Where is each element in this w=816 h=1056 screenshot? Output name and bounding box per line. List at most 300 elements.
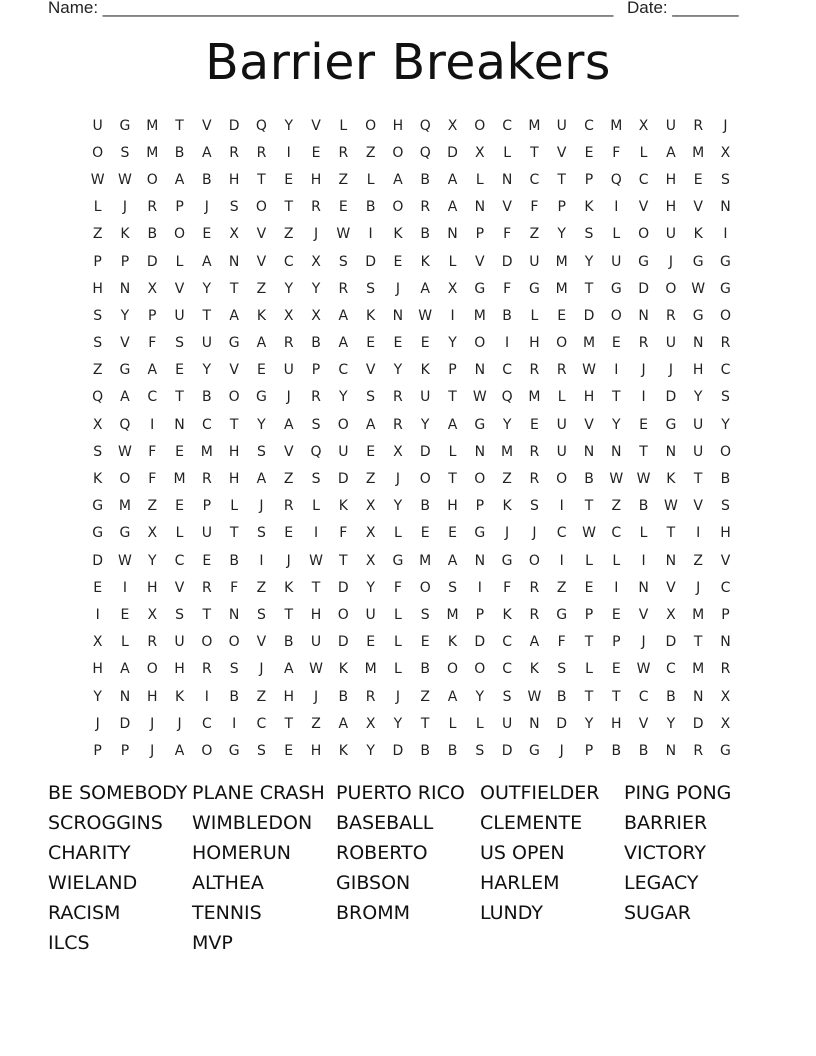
grid-letter[interactable]: A <box>447 552 458 569</box>
grid-letter[interactable]: D <box>501 253 513 270</box>
grid-letter[interactable]: G <box>119 362 131 379</box>
grid-letter[interactable]: B <box>502 307 512 324</box>
grid-letter[interactable]: V <box>693 199 703 216</box>
grid-letter[interactable]: T <box>448 471 457 488</box>
grid-letter[interactable]: Q <box>419 117 431 134</box>
grid-letter[interactable]: H <box>310 171 322 188</box>
grid-letter[interactable]: U <box>201 335 212 352</box>
grid-letter[interactable]: Z <box>92 226 103 243</box>
grid-letter[interactable]: W <box>527 688 542 705</box>
grid-letter[interactable]: R <box>338 144 349 161</box>
grid-letter[interactable]: I <box>614 199 619 216</box>
grid-letter[interactable]: A <box>338 307 349 324</box>
grid-letter[interactable]: U <box>556 117 567 134</box>
grid-letter[interactable]: B <box>365 199 376 216</box>
grid-letter[interactable]: R <box>147 634 158 651</box>
grid-letter[interactable]: D <box>228 117 240 134</box>
grid-letter[interactable]: E <box>611 661 621 678</box>
grid-letter[interactable]: H <box>720 525 731 542</box>
grid-letter[interactable]: M <box>501 443 514 460</box>
grid-letter[interactable]: X <box>365 715 376 732</box>
grid-letter[interactable]: O <box>228 634 240 651</box>
grid-letter[interactable]: O <box>638 226 650 243</box>
grid-letter[interactable]: B <box>584 471 594 488</box>
grid-letter[interactable]: I <box>614 579 619 596</box>
grid-letter[interactable]: C <box>556 525 567 542</box>
grid-letter[interactable]: A <box>174 171 185 188</box>
grid-letter[interactable]: K <box>366 307 376 324</box>
grid-letter[interactable]: O <box>719 443 731 460</box>
grid-letter[interactable]: E <box>584 579 594 596</box>
grid-letter[interactable]: J <box>395 471 400 488</box>
grid-letter[interactable]: V <box>693 498 703 515</box>
grid-letter[interactable]: E <box>202 552 212 569</box>
grid-letter[interactable]: A <box>283 416 294 433</box>
grid-letter[interactable]: E <box>120 606 130 623</box>
grid-letter[interactable]: V <box>311 117 321 134</box>
grid-letter[interactable]: J <box>177 715 182 732</box>
grid-letter[interactable]: B <box>229 688 239 705</box>
grid-letter[interactable]: L <box>175 253 184 270</box>
grid-letter[interactable]: J <box>259 661 264 678</box>
grid-letter[interactable]: C <box>502 634 512 651</box>
grid-letter[interactable]: A <box>147 362 158 379</box>
grid-letter[interactable]: W <box>336 226 351 243</box>
grid-letter[interactable]: G <box>92 498 104 515</box>
grid-letter[interactable]: A <box>338 335 349 352</box>
grid-letter[interactable]: B <box>447 742 458 759</box>
grid-letter[interactable]: J <box>532 525 537 542</box>
grid-letter[interactable]: K <box>447 634 458 651</box>
grid-letter[interactable]: H <box>583 389 595 406</box>
grid-letter[interactable]: W <box>636 471 651 488</box>
grid-letter[interactable]: T <box>202 307 212 324</box>
grid-letter[interactable]: Z <box>556 579 567 596</box>
grid-letter[interactable]: A <box>447 688 458 705</box>
grid-letter[interactable]: Z <box>311 715 321 732</box>
grid-letter[interactable]: Z <box>256 688 267 705</box>
grid-letter[interactable]: P <box>120 742 130 759</box>
grid-letter[interactable]: D <box>392 742 404 759</box>
grid-letter[interactable]: X <box>720 688 731 705</box>
grid-letter[interactable]: F <box>230 579 239 596</box>
grid-letter[interactable]: R <box>365 688 376 705</box>
grid-letter[interactable]: E <box>257 362 266 379</box>
grid-letter[interactable]: N <box>474 552 486 569</box>
grid-letter[interactable]: B <box>420 226 431 243</box>
grid-letter[interactable]: P <box>93 742 102 759</box>
grid-letter[interactable]: S <box>311 471 321 488</box>
grid-letter[interactable]: U <box>174 307 185 324</box>
grid-letter[interactable]: T <box>284 606 293 623</box>
grid-letter[interactable]: Q <box>119 416 131 433</box>
grid-letter[interactable]: S <box>93 335 103 352</box>
grid-letter[interactable]: R <box>529 606 540 623</box>
grid-letter[interactable]: Y <box>393 715 403 732</box>
grid-letter[interactable]: W <box>472 389 487 406</box>
grid-letter[interactable]: A <box>229 307 239 324</box>
grid-letter[interactable]: E <box>420 525 430 542</box>
grid-letter[interactable]: E <box>93 579 103 596</box>
grid-letter[interactable]: V <box>256 226 267 243</box>
grid-letter[interactable]: M <box>692 661 705 678</box>
grid-letter[interactable]: D <box>337 579 349 596</box>
grid-letter[interactable]: L <box>475 171 484 188</box>
grid-letter[interactable]: R <box>147 199 158 216</box>
grid-letter[interactable]: D <box>337 634 349 651</box>
grid-letter[interactable]: B <box>338 688 349 705</box>
grid-letter[interactable]: A <box>202 144 212 161</box>
grid-letter[interactable]: F <box>393 579 402 596</box>
grid-letter[interactable]: C <box>638 171 649 188</box>
grid-letter[interactable]: O <box>119 471 131 488</box>
grid-letter[interactable]: X <box>283 307 294 324</box>
grid-letter[interactable]: D <box>337 471 349 488</box>
grid-letter[interactable]: R <box>283 498 294 515</box>
grid-letter[interactable]: E <box>366 443 376 460</box>
grid-letter[interactable]: B <box>638 498 649 515</box>
grid-letter[interactable]: T <box>257 171 266 188</box>
grid-letter[interactable]: W <box>609 471 624 488</box>
grid-letter[interactable]: C <box>611 525 622 542</box>
grid-letter[interactable]: C <box>338 362 349 379</box>
grid-letter[interactable]: V <box>584 416 594 433</box>
grid-letter[interactable]: D <box>556 715 568 732</box>
grid-letter[interactable]: P <box>721 606 730 623</box>
grid-letter[interactable]: U <box>365 606 376 623</box>
grid-letter[interactable]: G <box>692 253 704 270</box>
grid-letter[interactable]: Y <box>666 715 676 732</box>
grid-letter[interactable]: F <box>339 525 348 542</box>
grid-letter[interactable]: C <box>720 579 731 596</box>
grid-letter[interactable]: H <box>392 117 404 134</box>
grid-letter[interactable]: O <box>337 416 349 433</box>
grid-letter[interactable]: W <box>582 362 596 379</box>
grid-letter[interactable]: L <box>394 525 402 542</box>
grid-letter[interactable]: D <box>501 742 513 759</box>
grid-letter[interactable]: N <box>447 226 458 243</box>
grid-letter[interactable]: G <box>474 525 486 542</box>
grid-letter[interactable]: O <box>392 144 404 161</box>
grid-letter[interactable]: T <box>420 715 430 732</box>
grid-letter[interactable]: M <box>528 117 541 134</box>
grid-letter[interactable]: S <box>311 416 321 433</box>
grid-letter[interactable]: Y <box>557 226 566 243</box>
grid-letter[interactable]: L <box>557 389 566 406</box>
grid-letter[interactable]: R <box>201 661 212 678</box>
grid-letter[interactable]: I <box>505 335 510 352</box>
grid-letter[interactable]: P <box>475 226 485 243</box>
grid-letter[interactable]: T <box>612 688 621 705</box>
grid-letter[interactable]: L <box>585 661 593 678</box>
grid-letter[interactable]: Q <box>92 389 104 406</box>
grid-letter[interactable]: N <box>611 443 622 460</box>
grid-letter[interactable]: A <box>393 171 403 188</box>
grid-letter[interactable]: B <box>174 144 185 161</box>
grid-letter[interactable]: O <box>556 471 568 488</box>
grid-letter[interactable]: Y <box>257 416 266 433</box>
grid-letter[interactable]: A <box>256 335 267 352</box>
grid-letter[interactable]: R <box>311 389 321 406</box>
grid-letter[interactable]: O <box>201 742 213 759</box>
grid-letter[interactable]: I <box>122 579 128 596</box>
grid-letter[interactable]: G <box>92 525 104 542</box>
grid-letter[interactable]: W <box>118 171 132 188</box>
grid-letter[interactable]: D <box>692 715 704 732</box>
grid-letter[interactable]: Y <box>202 362 212 379</box>
grid-letter[interactable]: G <box>720 253 731 270</box>
grid-letter[interactable]: G <box>392 552 404 569</box>
grid-letter[interactable]: O <box>719 307 731 324</box>
grid-letter[interactable]: S <box>529 498 539 515</box>
grid-letter[interactable]: T <box>584 634 594 651</box>
grid-letter[interactable]: O <box>255 199 267 216</box>
grid-letter[interactable]: Z <box>529 226 540 243</box>
grid-letter[interactable]: G <box>228 742 240 759</box>
grid-letter[interactable]: J <box>723 117 728 134</box>
grid-letter[interactable]: B <box>420 742 431 759</box>
grid-letter[interactable]: M <box>146 117 159 134</box>
grid-letter[interactable]: N <box>638 307 649 324</box>
grid-letter[interactable]: N <box>174 416 185 433</box>
grid-letter[interactable]: J <box>668 253 673 270</box>
grid-letter[interactable]: M <box>692 144 705 161</box>
grid-letter[interactable]: G <box>228 335 240 352</box>
grid-letter[interactable]: Y <box>147 552 157 569</box>
grid-letter[interactable]: V <box>638 199 649 216</box>
grid-letter[interactable]: K <box>174 688 185 705</box>
grid-letter[interactable]: Q <box>501 389 513 406</box>
grid-letter[interactable]: I <box>559 552 564 569</box>
grid-letter[interactable]: B <box>283 634 294 651</box>
grid-letter[interactable]: O <box>474 471 486 488</box>
grid-letter[interactable]: I <box>368 226 373 243</box>
grid-letter[interactable]: T <box>202 606 212 623</box>
grid-letter[interactable]: V <box>638 606 649 623</box>
grid-letter[interactable]: V <box>174 280 185 297</box>
grid-letter[interactable]: K <box>666 471 676 488</box>
grid-letter[interactable]: F <box>503 579 512 596</box>
grid-letter[interactable]: U <box>665 117 676 134</box>
grid-letter[interactable]: A <box>283 661 294 678</box>
grid-letter[interactable]: S <box>229 199 239 216</box>
grid-letter[interactable]: U <box>310 634 322 651</box>
grid-letter[interactable]: S <box>120 144 130 161</box>
grid-letter[interactable]: N <box>119 280 131 297</box>
grid-letter[interactable]: H <box>92 280 103 297</box>
grid-letter[interactable]: J <box>204 199 209 216</box>
grid-letter[interactable]: Z <box>420 688 430 705</box>
grid-letter[interactable]: W <box>309 552 323 569</box>
grid-letter[interactable]: K <box>693 226 703 243</box>
grid-letter[interactable]: V <box>120 335 130 352</box>
grid-letter[interactable]: T <box>229 525 239 542</box>
grid-letter[interactable]: J <box>259 498 264 515</box>
grid-letter[interactable]: C <box>201 715 212 732</box>
grid-letter[interactable]: L <box>639 525 648 542</box>
grid-letter[interactable]: L <box>366 171 375 188</box>
grid-letter[interactable]: D <box>146 253 158 270</box>
grid-letter[interactable]: C <box>201 416 212 433</box>
grid-letter[interactable]: E <box>611 606 621 623</box>
grid-letter[interactable]: W <box>118 552 132 569</box>
grid-letter[interactable]: Y <box>420 416 430 433</box>
grid-letter[interactable]: N <box>720 199 731 216</box>
grid-letter[interactable]: T <box>612 389 621 406</box>
grid-letter[interactable]: B <box>202 171 212 188</box>
grid-letter[interactable]: M <box>446 606 459 623</box>
grid-letter[interactable]: E <box>448 525 457 542</box>
grid-letter[interactable]: P <box>557 199 566 216</box>
grid-letter[interactable]: N <box>583 443 595 460</box>
grid-letter[interactable]: G <box>501 552 513 569</box>
grid-letter[interactable]: B <box>229 552 239 569</box>
grid-letter[interactable]: L <box>394 634 402 651</box>
grid-letter[interactable]: E <box>175 443 184 460</box>
grid-letter[interactable]: P <box>93 253 102 270</box>
grid-letter[interactable]: X <box>638 117 649 134</box>
grid-letter[interactable]: U <box>420 389 431 406</box>
grid-letter[interactable]: L <box>312 498 320 515</box>
grid-letter[interactable]: H <box>611 715 622 732</box>
grid-letter[interactable]: W <box>418 307 433 324</box>
grid-letter[interactable]: S <box>256 606 266 623</box>
grid-letter[interactable]: U <box>338 443 349 460</box>
grid-letter[interactable]: E <box>693 171 703 188</box>
grid-letter[interactable]: F <box>612 144 621 161</box>
grid-letter[interactable]: C <box>584 117 594 134</box>
grid-letter[interactable]: T <box>339 552 348 569</box>
grid-letter[interactable]: B <box>147 226 158 243</box>
grid-letter[interactable]: X <box>229 226 239 243</box>
grid-letter[interactable]: J <box>395 280 400 297</box>
grid-letter[interactable]: A <box>447 199 458 216</box>
grid-letter[interactable]: O <box>228 389 240 406</box>
grid-letter[interactable]: J <box>150 715 155 732</box>
grid-letter[interactable]: I <box>286 144 291 161</box>
grid-letter[interactable]: X <box>666 606 676 623</box>
grid-letter[interactable]: T <box>175 389 184 406</box>
grid-letter[interactable]: I <box>150 416 155 433</box>
grid-letter[interactable]: X <box>393 443 403 460</box>
grid-letter[interactable]: Z <box>611 498 622 515</box>
grid-letter[interactable]: C <box>720 362 731 379</box>
grid-letter[interactable]: X <box>720 715 731 732</box>
grid-letter[interactable]: P <box>202 498 212 515</box>
grid-letter[interactable]: O <box>174 226 186 243</box>
grid-letter[interactable]: I <box>723 226 728 243</box>
grid-letter[interactable]: L <box>612 226 621 243</box>
grid-letter[interactable]: M <box>555 253 568 270</box>
grid-letter[interactable]: E <box>338 199 348 216</box>
grid-letter[interactable]: E <box>202 226 212 243</box>
grid-letter[interactable]: H <box>529 335 540 352</box>
grid-letter[interactable]: Z <box>256 280 267 297</box>
grid-letter[interactable]: D <box>419 443 431 460</box>
grid-letter[interactable]: J <box>313 226 319 243</box>
grid-letter[interactable]: H <box>310 742 322 759</box>
grid-letter[interactable]: G <box>720 742 731 759</box>
grid-letter[interactable]: A <box>202 253 212 270</box>
grid-letter[interactable]: U <box>611 253 622 270</box>
grid-letter[interactable]: S <box>502 688 512 705</box>
grid-letter[interactable]: K <box>584 199 594 216</box>
grid-letter[interactable]: S <box>448 579 457 596</box>
grid-letter[interactable]: G <box>119 117 131 134</box>
grid-letter[interactable]: E <box>175 362 184 379</box>
grid-letter[interactable]: Z <box>502 471 512 488</box>
grid-letter[interactable]: M <box>582 335 596 352</box>
grid-letter[interactable]: H <box>146 688 158 705</box>
grid-letter[interactable]: G <box>610 280 622 297</box>
grid-letter[interactable]: E <box>311 144 321 161</box>
grid-letter[interactable]: K <box>284 579 294 596</box>
grid-letter[interactable]: T <box>229 416 239 433</box>
grid-letter[interactable]: G <box>474 280 486 297</box>
grid-letter[interactable]: D <box>665 389 677 406</box>
grid-letter[interactable]: L <box>448 443 457 460</box>
grid-letter[interactable]: F <box>148 443 157 460</box>
grid-letter[interactable]: I <box>641 552 646 569</box>
grid-letter[interactable]: J <box>95 715 100 732</box>
grid-letter[interactable]: A <box>447 171 458 188</box>
grid-letter[interactable]: H <box>447 498 458 515</box>
grid-letter[interactable]: O <box>474 117 486 134</box>
grid-letter[interactable]: O <box>419 471 431 488</box>
grid-letter[interactable]: R <box>338 280 349 297</box>
grid-letter[interactable]: A <box>338 715 349 732</box>
grid-letter[interactable]: N <box>665 742 677 759</box>
grid-letter[interactable]: L <box>503 144 511 161</box>
grid-letter[interactable]: O <box>528 552 540 569</box>
grid-letter[interactable]: V <box>638 715 649 732</box>
grid-letter[interactable]: V <box>229 362 239 379</box>
grid-letter[interactable]: V <box>666 579 676 596</box>
grid-letter[interactable]: O <box>446 661 459 678</box>
grid-letter[interactable]: T <box>284 715 293 732</box>
grid-letter[interactable]: I <box>641 389 646 406</box>
grid-letter[interactable]: U <box>174 634 185 651</box>
grid-letter[interactable]: G <box>119 525 131 542</box>
grid-letter[interactable]: Q <box>419 144 431 161</box>
grid-letter[interactable]: L <box>448 715 457 732</box>
grid-letter[interactable]: Y <box>448 335 457 352</box>
grid-letter[interactable]: F <box>530 199 539 216</box>
grid-letter[interactable]: P <box>584 742 594 759</box>
grid-letter[interactable]: N <box>228 253 240 270</box>
grid-letter[interactable]: Q <box>610 171 622 188</box>
grid-letter[interactable]: A <box>120 389 130 406</box>
grid-letter[interactable]: E <box>175 498 184 515</box>
grid-letter[interactable]: N <box>529 715 540 732</box>
grid-letter[interactable]: R <box>529 362 540 379</box>
grid-letter[interactable]: Q <box>255 117 267 134</box>
grid-letter[interactable]: L <box>612 552 621 569</box>
grid-letter[interactable]: Q <box>310 443 322 460</box>
grid-letter[interactable]: P <box>475 498 485 515</box>
grid-letter[interactable]: H <box>665 199 677 216</box>
name-field-line[interactable]: Name: ______________________________________________________ <box>48 0 614 17</box>
grid-letter[interactable]: X <box>720 144 731 161</box>
grid-letter[interactable]: T <box>639 443 648 460</box>
grid-letter[interactable]: O <box>365 117 377 134</box>
grid-letter[interactable]: K <box>338 661 348 678</box>
grid-letter[interactable]: Z <box>92 362 103 379</box>
grid-letter[interactable]: T <box>666 525 676 542</box>
grid-letter[interactable]: U <box>693 443 704 460</box>
grid-letter[interactable]: N <box>665 552 677 569</box>
grid-letter[interactable]: P <box>612 634 621 651</box>
